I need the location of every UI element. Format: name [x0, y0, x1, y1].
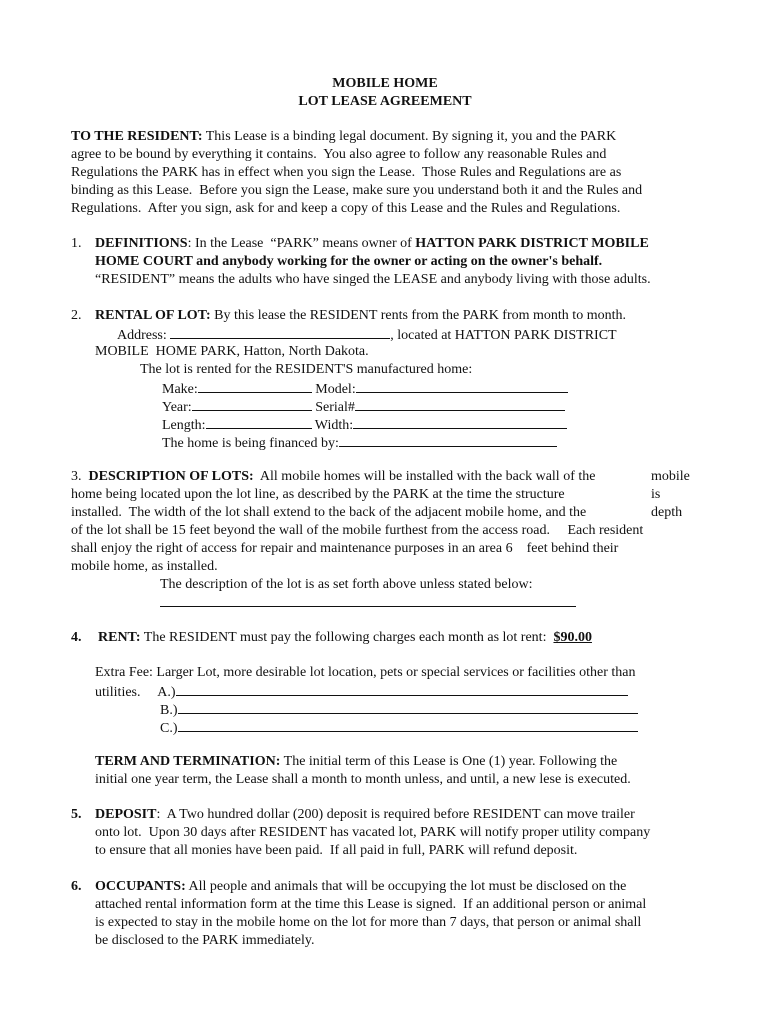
intro-line-5: Regulations. After you sign, ask for and keep a copy of this Lease and the Rules and Regulations.	[71, 201, 621, 216]
s3-line-1-right: mobile	[651, 469, 690, 484]
year-serial-line: Year: Serial#	[162, 397, 565, 417]
s1-label: DEFINITIONS	[95, 236, 188, 251]
rent-amount: $90.00	[553, 630, 592, 645]
s1-number: 1.	[71, 236, 82, 251]
lot-description-field[interactable]	[160, 592, 576, 607]
s4-extra-1: Extra Fee: Larger Lot, more desirable lot location, pets or special services or facilities other than	[95, 665, 636, 680]
serial-field[interactable]	[355, 397, 565, 411]
length-field[interactable]	[206, 415, 312, 429]
s3-line-3: installed. The width of the lot shall extend to the back of the adjacent mobile home, and the	[71, 505, 587, 520]
s6-line-4: be disclosed to the PARK immediately.	[95, 933, 315, 948]
extra-fee-a-field[interactable]	[176, 682, 628, 696]
intro-line-1: TO THE RESIDENT: This Lease is a binding legal document. By signing it, you and the PARK	[71, 129, 617, 144]
intro-line-4: binding as this Lease. Before you sign the Lease, make sure you understand both it and the Rules and	[71, 183, 643, 198]
s3-line-1: 3. DESCRIPTION OF LOTS: All mobile homes will be installed with the back wall of the	[71, 469, 596, 484]
s2-line-1: RENTAL OF LOT: By this lease the RESIDENT rents from the PARK from month to month.	[95, 308, 626, 323]
term-label: TERM AND TERMINATION:	[95, 754, 281, 769]
s2-line-3: MOBILE HOME PARK, Hatton, North Dakota.	[95, 344, 369, 359]
s4-number: 4.	[71, 630, 82, 645]
s3-line-6: mobile home, as installed.	[71, 559, 218, 574]
year-field[interactable]	[192, 397, 312, 411]
s4-line-1: RENT: The RESIDENT must pay the following charges each month as lot rent: $90.00	[98, 630, 592, 645]
document-title-line2: LOT LEASE AGREEMENT	[298, 94, 472, 109]
s4-label: RENT:	[98, 630, 141, 645]
s1-line-2: HOME COURT and anybody working for the owner or acting on the owner's behalf.	[95, 254, 603, 269]
s6-line-3: is expected to stay in the mobile home on the lot for more than 7 days, that person or animal shall	[95, 915, 642, 930]
s5-line-2: onto lot. Upon 30 days after RESIDENT has vacated lot, PARK will notify proper utility company	[95, 825, 651, 840]
s2-label: RENTAL OF LOT:	[95, 308, 211, 323]
s4-extra-2: utilities. A.)	[95, 682, 628, 702]
s6-label: OCCUPANTS:	[95, 879, 186, 894]
s5-label: DEPOSIT	[95, 807, 157, 822]
extra-fee-b-field[interactable]	[178, 700, 638, 714]
s4-extra-c: C.)	[160, 718, 638, 738]
make-model-line: Make: Model:	[162, 379, 568, 399]
s2-address-line: Address: , located at HATTON PARK DISTRICT	[117, 325, 617, 345]
s3-line-3-right: depth	[651, 505, 683, 520]
term-line-1: TERM AND TERMINATION: The initial term of this Lease is One (1) year. Following the	[95, 754, 618, 769]
address-field[interactable]	[170, 325, 390, 339]
s5-line-3: to ensure that all monies have been paid. If all paid in full, PARK will refund deposit.	[95, 843, 578, 858]
s1-line-3: “RESIDENT” means the adults who have singed the LEASE and anybody living with those adults.	[95, 272, 651, 287]
intro-line-3: Regulations the PARK has in effect when you sign the Lease. Those Rules and Regulations are as	[71, 165, 622, 180]
s6-number: 6.	[71, 879, 82, 894]
s3-line-4: of the lot shall be 15 feet beyond the wall of the mobile furthest from the access road. Each resident	[71, 523, 644, 538]
s1-line-1: DEFINITIONS: In the Lease “PARK” means owner of HATTON PARK DISTRICT MOBILE	[95, 236, 649, 251]
s3-line-2: home being located upon the lot line, as described by the PARK at the time the structure	[71, 487, 565, 502]
s4-extra-b: B.)	[160, 700, 638, 720]
s3-label: DESCRIPTION OF LOTS:	[88, 469, 254, 484]
financed-line: The home is being financed by:	[162, 433, 557, 453]
intro-label: TO THE RESIDENT:	[71, 129, 203, 144]
s6-line-1: OCCUPANTS: All people and animals that will be occupying the lot must be disclosed on the	[95, 879, 627, 894]
extra-fee-c-field[interactable]	[178, 718, 638, 732]
s6-line-2: attached rental information form at the time this Lease is signed. If an additional person or animal	[95, 897, 647, 912]
s3-line-7: The description of the lot is as set forth above unless stated below:	[160, 577, 533, 592]
intro-line-2: agree to be bound by everything it contains. You also agree to follow any reasonable Rules and	[71, 147, 607, 162]
term-line-2: initial one year term, the Lease shall a month to month unless, and until, a new lese is executed.	[95, 772, 631, 787]
s3-line-2-right: is	[651, 487, 661, 502]
financed-field[interactable]	[339, 433, 557, 447]
s2-number: 2.	[71, 308, 82, 323]
model-field[interactable]	[356, 379, 568, 393]
s3-line-5: shall enjoy the right of access for repair and maintenance purposes in an area 6 feet behind their	[71, 541, 619, 556]
s5-line-1: DEPOSIT: A Two hundred dollar (200) deposit is required before RESIDENT can move trailer	[95, 807, 635, 822]
s5-number: 5.	[71, 807, 82, 822]
make-field[interactable]	[198, 379, 312, 393]
document-title-line1: MOBILE HOME	[332, 76, 438, 91]
length-width-line: Length: Width:	[162, 415, 567, 435]
width-field[interactable]	[353, 415, 567, 429]
s2-line-4: The lot is rented for the RESIDENT'S manufactured home:	[140, 362, 473, 377]
